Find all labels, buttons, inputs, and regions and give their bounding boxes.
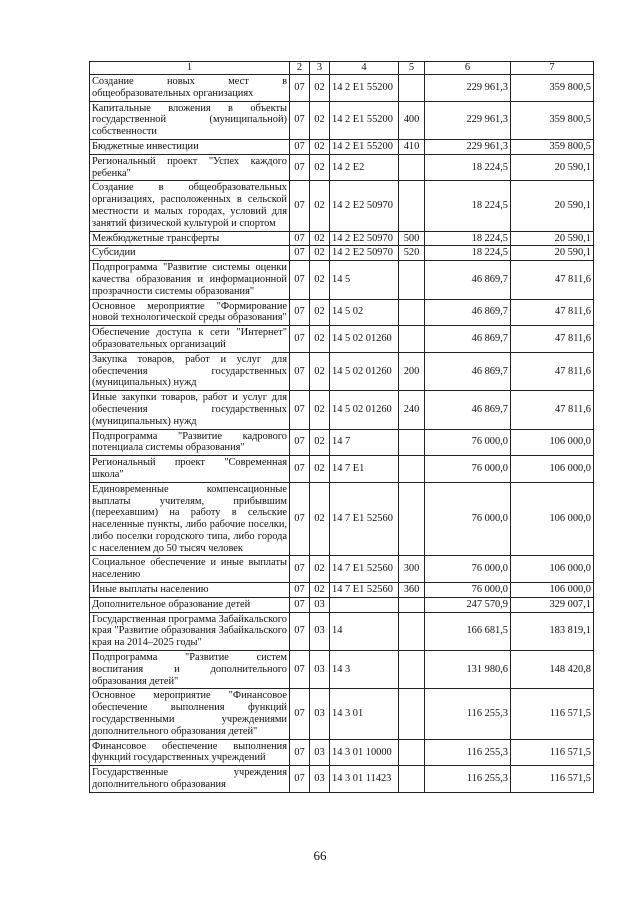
- section-code-cell: 07: [290, 139, 310, 154]
- table-row: [90, 352, 594, 390]
- target-article-cell: 14 7 E1 52560: [330, 583, 399, 598]
- section-code-cell: 07: [290, 261, 310, 299]
- expense-type-cell: [399, 154, 425, 181]
- subsection-code-cell: 02: [310, 154, 330, 181]
- section-code-cell: 07: [290, 739, 310, 766]
- row-name-cell: Государственные учреждения дополнительного образования: [90, 766, 290, 793]
- amount-year2-cell: 106 000,0: [511, 583, 594, 598]
- subsection-code-cell: 02: [310, 101, 330, 139]
- table-row: [90, 75, 594, 102]
- target-article-cell: 14 2 E2 50970: [330, 181, 399, 231]
- target-article-cell: 14 7: [330, 429, 399, 456]
- table-row: [90, 739, 594, 766]
- table-row: [90, 482, 594, 556]
- row-name-cell: Межбюджетные трансферты: [90, 231, 290, 246]
- column-header: 4: [330, 62, 399, 75]
- section-code-cell: 07: [290, 246, 310, 261]
- table-row: [90, 101, 594, 139]
- amount-year2-cell: 20 590,1: [511, 246, 594, 261]
- amount-year1-cell: 18 224,5: [425, 246, 511, 261]
- subsection-code-cell: 02: [310, 456, 330, 483]
- amount-year1-cell: 18 224,5: [425, 231, 511, 246]
- expense-type-cell: [399, 739, 425, 766]
- expense-type-cell: [399, 612, 425, 650]
- amount-year2-cell: 329 007,1: [511, 597, 594, 612]
- section-code-cell: 07: [290, 583, 310, 598]
- table-row: [90, 597, 594, 612]
- amount-year1-cell: 76 000,0: [425, 583, 511, 598]
- subsection-code-cell: 03: [310, 612, 330, 650]
- expense-type-cell: 410: [399, 139, 425, 154]
- row-name-cell: Основное мероприятие "Формирование новой технологической среды образования": [90, 299, 290, 326]
- target-article-cell: 14 5 02 01260: [330, 326, 399, 353]
- amount-year1-cell: 116 255,3: [425, 739, 511, 766]
- row-name-cell: Основное мероприятие "Финансовое обеспечение выполнения функций государственными учреждениями дополнительного образования детей": [90, 689, 290, 739]
- subsection-code-cell: 02: [310, 246, 330, 261]
- section-code-cell: 07: [290, 429, 310, 456]
- amount-year1-cell: 247 570,9: [425, 597, 511, 612]
- column-header: 3: [310, 62, 330, 75]
- table-row: [90, 154, 594, 181]
- amount-year2-cell: 359 800,5: [511, 139, 594, 154]
- row-name-cell: Создание новых мест в общеобразовательных организациях: [90, 75, 290, 102]
- budget-table: [89, 61, 594, 793]
- target-article-cell: 14 2 E2 50970: [330, 231, 399, 246]
- subsection-code-cell: 02: [310, 482, 330, 556]
- section-code-cell: 07: [290, 391, 310, 429]
- page-number: 66: [313, 848, 327, 863]
- row-name-cell: Дополнительное образование детей: [90, 597, 290, 612]
- amount-year2-cell: 148 420,8: [511, 651, 594, 689]
- subsection-code-cell: 03: [310, 689, 330, 739]
- subsection-code-cell: 02: [310, 326, 330, 353]
- amount-year2-cell: 20 590,1: [511, 181, 594, 231]
- amount-year2-cell: 359 800,5: [511, 75, 594, 102]
- row-name-cell: Создание в общеобразовательных организациях, расположенных в сельской местности и малых городах, условий для занятий физической культурой и спортом: [90, 181, 290, 231]
- amount-year1-cell: 18 224,5: [425, 154, 511, 181]
- target-article-cell: 14 2 E1 55200: [330, 101, 399, 139]
- table-header-row: [90, 62, 594, 75]
- amount-year2-cell: 20 590,1: [511, 154, 594, 181]
- target-article-cell: 14 3 01 10000: [330, 739, 399, 766]
- expense-type-cell: [399, 482, 425, 556]
- table-row: [90, 612, 594, 650]
- amount-year1-cell: 46 869,7: [425, 391, 511, 429]
- row-name-cell: Финансовое обеспечение выполнения функций государственных учреждений: [90, 739, 290, 766]
- amount-year2-cell: 47 811,6: [511, 299, 594, 326]
- subsection-code-cell: 02: [310, 391, 330, 429]
- section-code-cell: 07: [290, 612, 310, 650]
- expense-type-cell: [399, 326, 425, 353]
- target-article-cell: [330, 597, 399, 612]
- amount-year1-cell: 46 869,7: [425, 299, 511, 326]
- amount-year1-cell: 76 000,0: [425, 556, 511, 583]
- section-code-cell: 07: [290, 651, 310, 689]
- target-article-cell: 14 3: [330, 651, 399, 689]
- amount-year1-cell: 166 681,5: [425, 612, 511, 650]
- table-row: [90, 246, 594, 261]
- amount-year1-cell: 131 980,6: [425, 651, 511, 689]
- column-header: 1: [90, 62, 290, 75]
- amount-year1-cell: 18 224,5: [425, 181, 511, 231]
- row-name-cell: Государственная программа Забайкальского края "Развитие образования Забайкальского края на 2014–2025 годы": [90, 612, 290, 650]
- amount-year2-cell: 47 811,6: [511, 391, 594, 429]
- amount-year2-cell: 47 811,6: [511, 326, 594, 353]
- expense-type-cell: 240: [399, 391, 425, 429]
- target-article-cell: 14 5 02: [330, 299, 399, 326]
- table-row: [90, 299, 594, 326]
- amount-year1-cell: 229 961,3: [425, 139, 511, 154]
- subsection-code-cell: 02: [310, 231, 330, 246]
- amount-year2-cell: 116 571,5: [511, 689, 594, 739]
- amount-year2-cell: 106 000,0: [511, 482, 594, 556]
- amount-year2-cell: 116 571,5: [511, 739, 594, 766]
- amount-year2-cell: 20 590,1: [511, 231, 594, 246]
- amount-year2-cell: 106 000,0: [511, 556, 594, 583]
- section-code-cell: 07: [290, 352, 310, 390]
- section-code-cell: 07: [290, 299, 310, 326]
- column-header: 2: [290, 62, 310, 75]
- amount-year2-cell: 183 819,1: [511, 612, 594, 650]
- expense-type-cell: [399, 597, 425, 612]
- amount-year1-cell: 229 961,3: [425, 101, 511, 139]
- table-row: [90, 261, 594, 299]
- target-article-cell: 14 3 01 11423: [330, 766, 399, 793]
- expense-type-cell: 300: [399, 556, 425, 583]
- row-name-cell: Подпрограмма "Развитие системы оценки качества образования и информационной прозрачности системы образования": [90, 261, 290, 299]
- row-name-cell: Капитальные вложения в объекты государственной (муниципальной) собственности: [90, 101, 290, 139]
- subsection-code-cell: 03: [310, 651, 330, 689]
- table-row: [90, 429, 594, 456]
- section-code-cell: 07: [290, 766, 310, 793]
- row-name-cell: Единовременные компенсационные выплаты учителям, прибывшим (переехавшим) на работу в сельские населенные пункты, либо рабочие поселки, либо поселки городского типа, либо города с населением до 50 тысяч человек: [90, 482, 290, 556]
- target-article-cell: 14 7 E1: [330, 456, 399, 483]
- target-article-cell: 14 5 02 01260: [330, 352, 399, 390]
- amount-year1-cell: 76 000,0: [425, 456, 511, 483]
- column-header: 7: [511, 62, 594, 75]
- target-article-cell: 14 7 E1 52560: [330, 482, 399, 556]
- subsection-code-cell: 03: [310, 766, 330, 793]
- row-name-cell: Подпрограмма "Развитие систем воспитания и дополнительного образования детей": [90, 651, 290, 689]
- section-code-cell: 07: [290, 75, 310, 102]
- row-name-cell: Бюджетные инвестиции: [90, 139, 290, 154]
- section-code-cell: 07: [290, 482, 310, 556]
- target-article-cell: 14 7 E1 52560: [330, 556, 399, 583]
- row-name-cell: Региональный проект "Современная школа": [90, 456, 290, 483]
- amount-year2-cell: 359 800,5: [511, 101, 594, 139]
- expense-type-cell: [399, 689, 425, 739]
- subsection-code-cell: 02: [310, 429, 330, 456]
- amount-year1-cell: 76 000,0: [425, 429, 511, 456]
- subsection-code-cell: 02: [310, 75, 330, 102]
- expense-type-cell: 400: [399, 101, 425, 139]
- row-name-cell: Субсидии: [90, 246, 290, 261]
- table-row: [90, 326, 594, 353]
- section-code-cell: 07: [290, 556, 310, 583]
- subsection-code-cell: 02: [310, 352, 330, 390]
- row-name-cell: Иные закупки товаров, работ и услуг для обеспечения государственных (муниципальных) нужд: [90, 391, 290, 429]
- table-body: [90, 75, 594, 793]
- expense-type-cell: [399, 429, 425, 456]
- section-code-cell: 07: [290, 597, 310, 612]
- amount-year1-cell: 116 255,3: [425, 689, 511, 739]
- subsection-code-cell: 03: [310, 739, 330, 766]
- subsection-code-cell: 02: [310, 181, 330, 231]
- section-code-cell: 07: [290, 326, 310, 353]
- section-code-cell: 07: [290, 154, 310, 181]
- amount-year1-cell: 229 961,3: [425, 75, 511, 102]
- amount-year1-cell: 76 000,0: [425, 482, 511, 556]
- column-header: 5: [399, 62, 425, 75]
- expense-type-cell: [399, 299, 425, 326]
- expense-type-cell: 360: [399, 583, 425, 598]
- row-name-cell: Обеспечение доступа к сети "Интернет" образовательных организаций: [90, 326, 290, 353]
- table-row: [90, 689, 594, 739]
- amount-year2-cell: 106 000,0: [511, 429, 594, 456]
- table-row: [90, 139, 594, 154]
- target-article-cell: 14 2 E2: [330, 154, 399, 181]
- amount-year2-cell: 47 811,6: [511, 261, 594, 299]
- subsection-code-cell: 03: [310, 597, 330, 612]
- amount-year1-cell: 46 869,7: [425, 352, 511, 390]
- subsection-code-cell: 02: [310, 139, 330, 154]
- expense-type-cell: 520: [399, 246, 425, 261]
- row-name-cell: Иные выплаты населению: [90, 583, 290, 598]
- table-row: [90, 583, 594, 598]
- amount-year2-cell: 116 571,5: [511, 766, 594, 793]
- row-name-cell: Региональный проект "Успех каждого ребенка": [90, 154, 290, 181]
- subsection-code-cell: 02: [310, 583, 330, 598]
- section-code-cell: 07: [290, 231, 310, 246]
- amount-year2-cell: 106 000,0: [511, 456, 594, 483]
- table-row: [90, 766, 594, 793]
- section-code-cell: 07: [290, 181, 310, 231]
- target-article-cell: 14 3 01: [330, 689, 399, 739]
- row-name-cell: Закупка товаров, работ и услуг для обеспечения государственных (муниципальных) нужд: [90, 352, 290, 390]
- table-row: [90, 231, 594, 246]
- table-row: [90, 181, 594, 231]
- expense-type-cell: [399, 181, 425, 231]
- amount-year1-cell: 46 869,7: [425, 261, 511, 299]
- expense-type-cell: [399, 75, 425, 102]
- table-row: [90, 651, 594, 689]
- amount-year1-cell: 46 869,7: [425, 326, 511, 353]
- table-row: [90, 391, 594, 429]
- expense-type-cell: [399, 651, 425, 689]
- amount-year1-cell: 116 255,3: [425, 766, 511, 793]
- row-name-cell: Подпрограмма "Развитие кадрового потенциала системы образования": [90, 429, 290, 456]
- target-article-cell: 14 5: [330, 261, 399, 299]
- column-header: 6: [425, 62, 511, 75]
- expense-type-cell: 200: [399, 352, 425, 390]
- subsection-code-cell: 02: [310, 261, 330, 299]
- section-code-cell: 07: [290, 456, 310, 483]
- row-name-cell: Социальное обеспечение и иные выплаты населению: [90, 556, 290, 583]
- subsection-code-cell: 02: [310, 556, 330, 583]
- subsection-code-cell: 02: [310, 299, 330, 326]
- target-article-cell: 14: [330, 612, 399, 650]
- table-row: [90, 556, 594, 583]
- amount-year2-cell: 47 811,6: [511, 352, 594, 390]
- expense-type-cell: [399, 766, 425, 793]
- target-article-cell: 14 2 E2 50970: [330, 246, 399, 261]
- target-article-cell: 14 5 02 01260: [330, 391, 399, 429]
- section-code-cell: 07: [290, 689, 310, 739]
- table-row: [90, 456, 594, 483]
- target-article-cell: 14 2 E1 55200: [330, 139, 399, 154]
- expense-type-cell: [399, 456, 425, 483]
- expense-type-cell: [399, 261, 425, 299]
- target-article-cell: 14 2 E1 55200: [330, 75, 399, 102]
- expense-type-cell: 500: [399, 231, 425, 246]
- section-code-cell: 07: [290, 101, 310, 139]
